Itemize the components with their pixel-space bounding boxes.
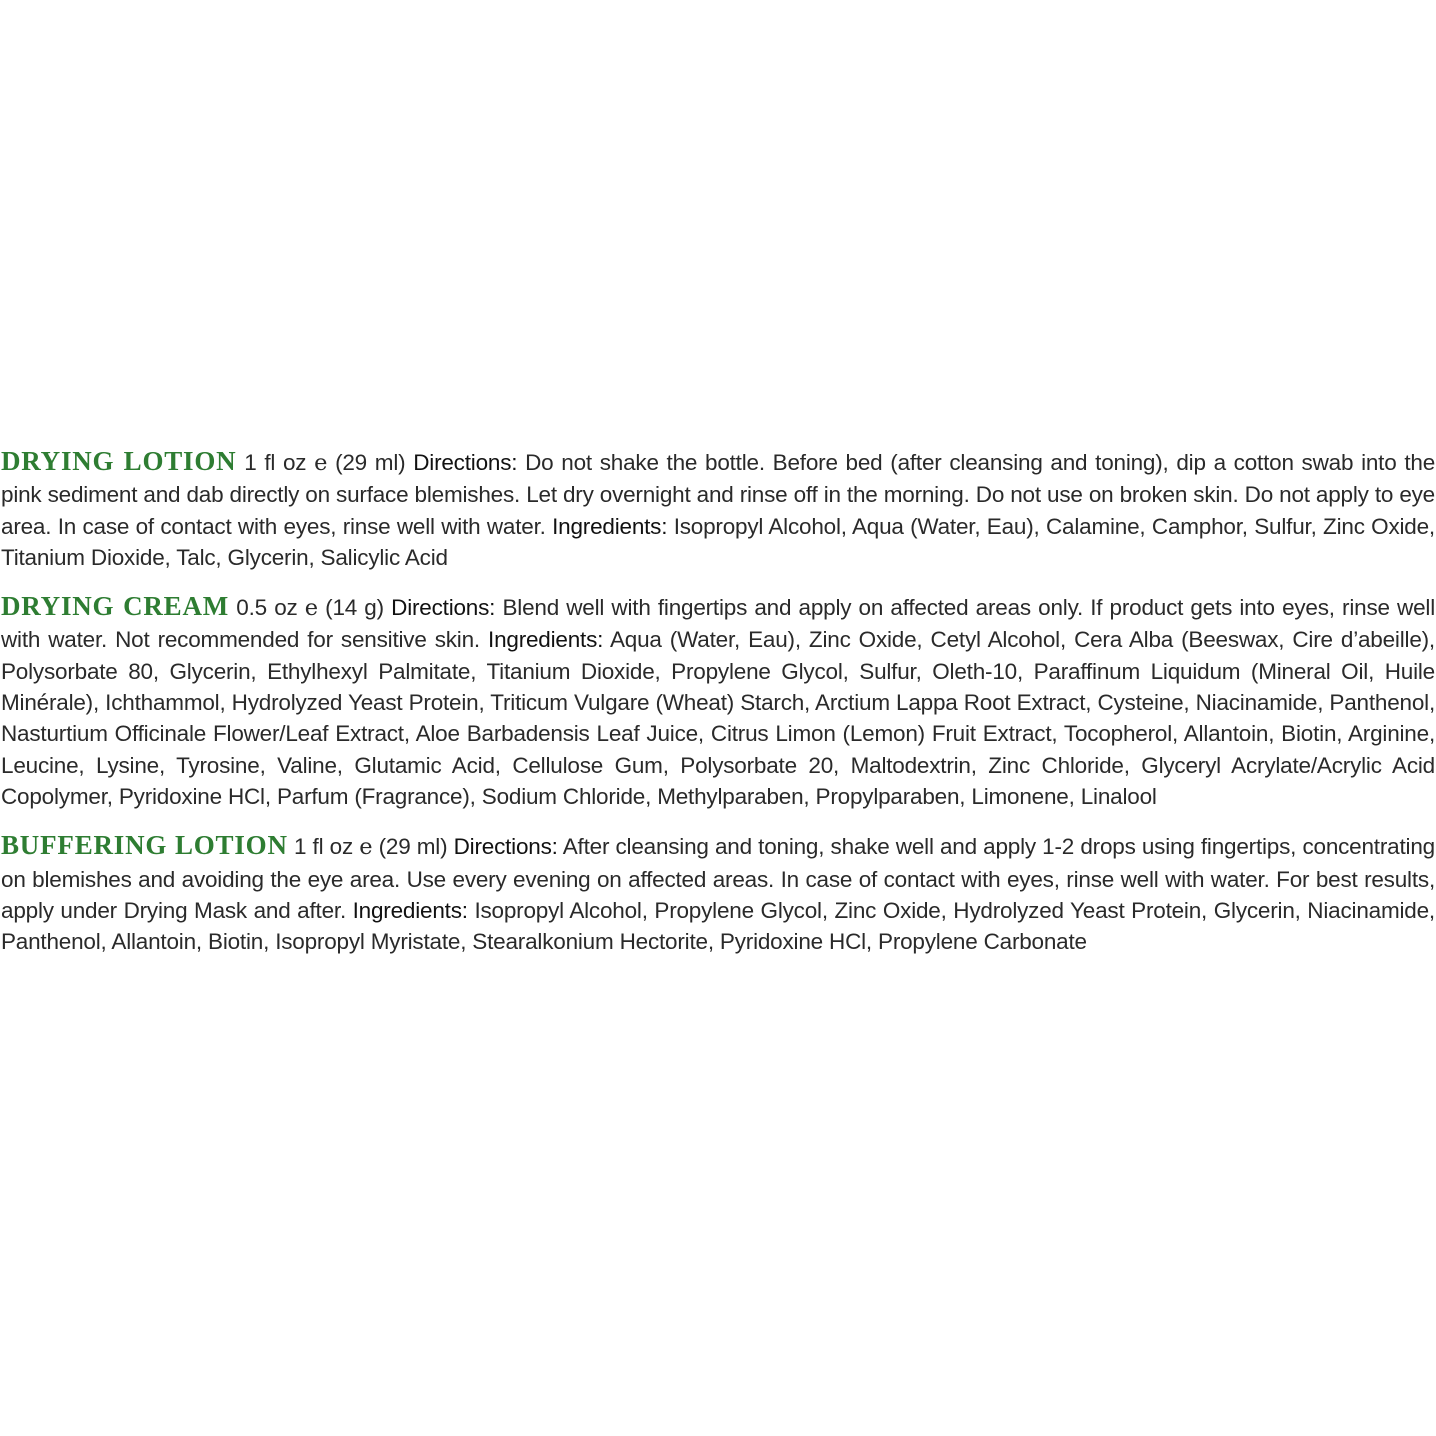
ingredients-label: Ingredients:	[552, 513, 668, 539]
estimate-sign: e	[359, 834, 373, 861]
product-section-buffering-lotion	[1, 830, 1435, 957]
product-size: 1 fl oz	[244, 450, 307, 475]
product-size-metric: (29 ml)	[378, 834, 448, 860]
ingredients-text: Isopropyl Alcohol, Propylene Glycol, Zinc Oxide, Hydrolyzed Yeast Protein, Glycerin, Niacinamide, Panthenol, Allantoin, Biotin, Isopropyl Myristate, Stearalkonium Hectorite, Pyridoxine HCl, Propylene Carbonate	[1, 897, 1435, 955]
directions-label: Directions:	[453, 834, 558, 860]
directions-text: After cleansing and toning, shake well and apply 1-2 drops using fingertips, concentrating on blemishes and avoiding the eye area. Use every evening on affected areas. In case of contact with eyes, rinse well with water. For best results, apply under Drying Mask and after.	[1, 834, 1435, 923]
directions-text: Blend well with fingertips and apply on affected areas only. If product gets into eyes, rinse well with water. Not recommended for sensitive skin.	[1, 595, 1436, 653]
directions-label: Directions:	[391, 595, 496, 621]
ingredients-label: Ingredients:	[352, 897, 468, 923]
directions-label: Directions:	[413, 450, 518, 475]
product-title: DRYING CREAM	[1, 591, 230, 622]
product-size: 1 fl oz	[294, 834, 353, 860]
product-title: DRYING LOTION	[1, 446, 237, 476]
product-size-metric: (14 g)	[325, 595, 384, 621]
product-size: 0.5 oz	[236, 595, 298, 621]
estimate-sign: e	[304, 595, 318, 622]
estimate-sign: e	[314, 450, 328, 476]
ingredients-label: Ingredients:	[488, 627, 604, 653]
product-section-drying-lotion	[1, 446, 1435, 573]
product-info-panel	[1, 446, 1435, 975]
ingredients-text: Isopropyl Alcohol, Aqua (Water, Eau), Calamine, Camphor, Sulfur, Zinc Oxide, Titanium Dioxide, Talc, Glycerin, Salicylic Acid	[1, 513, 1435, 570]
product-section-drying-cream	[1, 591, 1435, 812]
product-size-metric: (29 ml)	[335, 450, 406, 475]
ingredients-text: Aqua (Water, Eau), Zinc Oxide, Cetyl Alcohol, Cera Alba (Beeswax, Cire d’abeille), Polysorbate 80, Glycerin, Ethylhexyl Palmitate, Titanium Dioxide, Propylene Glycol, Sulfur, Oleth-10, Paraffinum Liquidum (Mineral Oil, Huile Minérale), Ichthammol, Hydrolyzed Yeast Protein, Triticum Vulgare (Wheat) Starch, Arctium Lappa Root Extract, Cysteine, Niacinamide, Panthenol, Nasturtium Officinale Flower/Leaf Extract, Aloe Barbadensis Leaf Juice, Citrus Limon (Lemon) Fruit Extract, Tocopherol, Allantoin, Biotin, Arginine, Leucine, Lysine, Tyrosine, Valine, Glutamic Acid, Cellulose Gum, Polysorbate 20, Maltodextrin, Zinc Chloride, Glyceryl Acrylate/Acrylic Acid Copolymer, Pyridoxine HCl, Parfum (Fragrance), Sodium Chloride, Methylparaben, Propylparaben, Limonene, Linalool	[1, 627, 1435, 809]
product-title: BUFFERING LOTION	[1, 830, 288, 861]
directions-text: Do not shake the bottle. Before bed (after cleansing and toning), dip a cotton swab into the pink sediment and dab directly on surface blemishes. Let dry overnight and rinse off in the morning. Do not use on broken skin. Do not apply to eye area. In case of contact with eyes, rinse well with water.	[1, 450, 1436, 539]
